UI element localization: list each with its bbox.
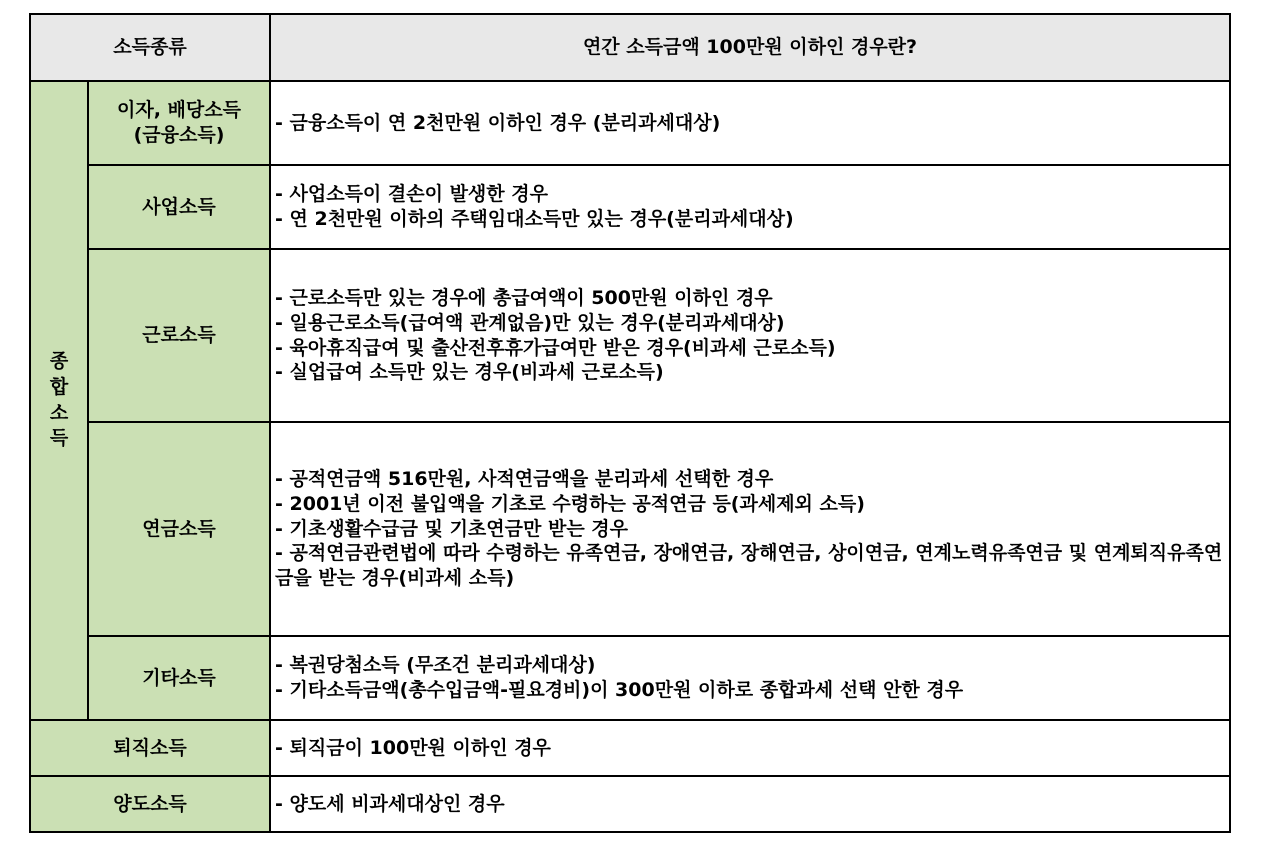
- income-name-line: 이자, 배당소득: [117, 99, 241, 122]
- table-row: [30, 249, 1230, 422]
- income-name-cell: [88, 81, 270, 165]
- desc-line: - 연 2천만원 이하의 주택임대소득만 있는 경우(분리과세대상): [275, 208, 794, 230]
- income-desc-cell: [270, 165, 1230, 249]
- header-row: [30, 14, 1230, 81]
- desc-line: - 사업소득이 결손이 발생한 경우: [275, 183, 548, 206]
- income-desc-cell: - 퇴직금이 100만원 이하인 경우: [270, 720, 1230, 776]
- income-name-cell: [88, 165, 270, 249]
- header-condition: 연간 소득금액 100만원 이하인 경우란?: [270, 14, 1230, 81]
- income-name-line: 근로소득: [142, 324, 216, 347]
- income-desc-cell: [270, 81, 1230, 165]
- desc-line: - 육아휴직급여 및 출산전후휴가급여만 받은 경우(비과세 근로소득): [275, 336, 836, 359]
- desc-line: - 공적연금관련법에 따라 수령하는 유족연금, 장애연금, 장해연금, 상이연금, 연계노력유족연금 및 연계퇴직유족연금을 받는 경우(비과세 소득): [275, 542, 1223, 590]
- table-row: [30, 776, 1230, 832]
- table-row: [30, 720, 1230, 776]
- header-income-type: 소득종류: [30, 14, 270, 81]
- table-row: [30, 165, 1230, 249]
- income-desc-cell: - 양도세 비과세대상인 경우: [270, 776, 1230, 832]
- desc-line: - 기타소득금액(총수입금액-필요경비)이 300만원 이하로 종합과세 선택 안한 경우: [275, 679, 964, 701]
- income-name-line: 기타소득: [142, 666, 216, 689]
- desc-line: - 일용근로소득(급여액 관계없음)만 있는 경우(분리과세대상): [275, 311, 785, 334]
- desc-line: - 복권당첨소득 (무조건 분리과세대상): [275, 654, 596, 677]
- income-name-line: 사업소득: [142, 195, 216, 218]
- income-table: [29, 13, 1231, 833]
- income-name-cell: 퇴직소득: [30, 720, 270, 776]
- table-row: [30, 422, 1230, 636]
- desc-line: - 근로소득만 있는 경우에 총급여액이 500만원 이하인 경우: [275, 287, 773, 310]
- income-name-line: (금융소득): [133, 124, 225, 146]
- table-row: [30, 81, 1230, 165]
- income-name-cell: [88, 249, 270, 422]
- group-label-cell: [30, 81, 88, 720]
- desc-line: - 금융소득이 연 2천만원 이하인 경우 (분리과세대상): [275, 111, 721, 134]
- income-name-cell: [88, 422, 270, 636]
- income-desc-cell: [270, 422, 1230, 636]
- table-row: [30, 636, 1230, 720]
- income-name-cell: 양도소득: [30, 776, 270, 832]
- desc-line: - 기초생활수급금 및 기초연금만 받는 경우: [275, 517, 628, 540]
- income-desc-cell: [270, 249, 1230, 422]
- desc-line: - 공적연금액 516만원, 사적연금액을 분리과세 선택한 경우: [275, 468, 774, 491]
- income-desc-cell: [270, 636, 1230, 720]
- group-label: 종합소득: [49, 350, 69, 450]
- income-name-cell: [88, 636, 270, 720]
- desc-line: - 2001년 이전 불입액을 기초로 수령하는 공적연금 등(과세제외 소득): [275, 492, 865, 515]
- desc-line: - 실업급여 소득만 있는 경우(비과세 근로소득): [275, 361, 664, 384]
- income-name-line: 연금소득: [142, 517, 216, 540]
